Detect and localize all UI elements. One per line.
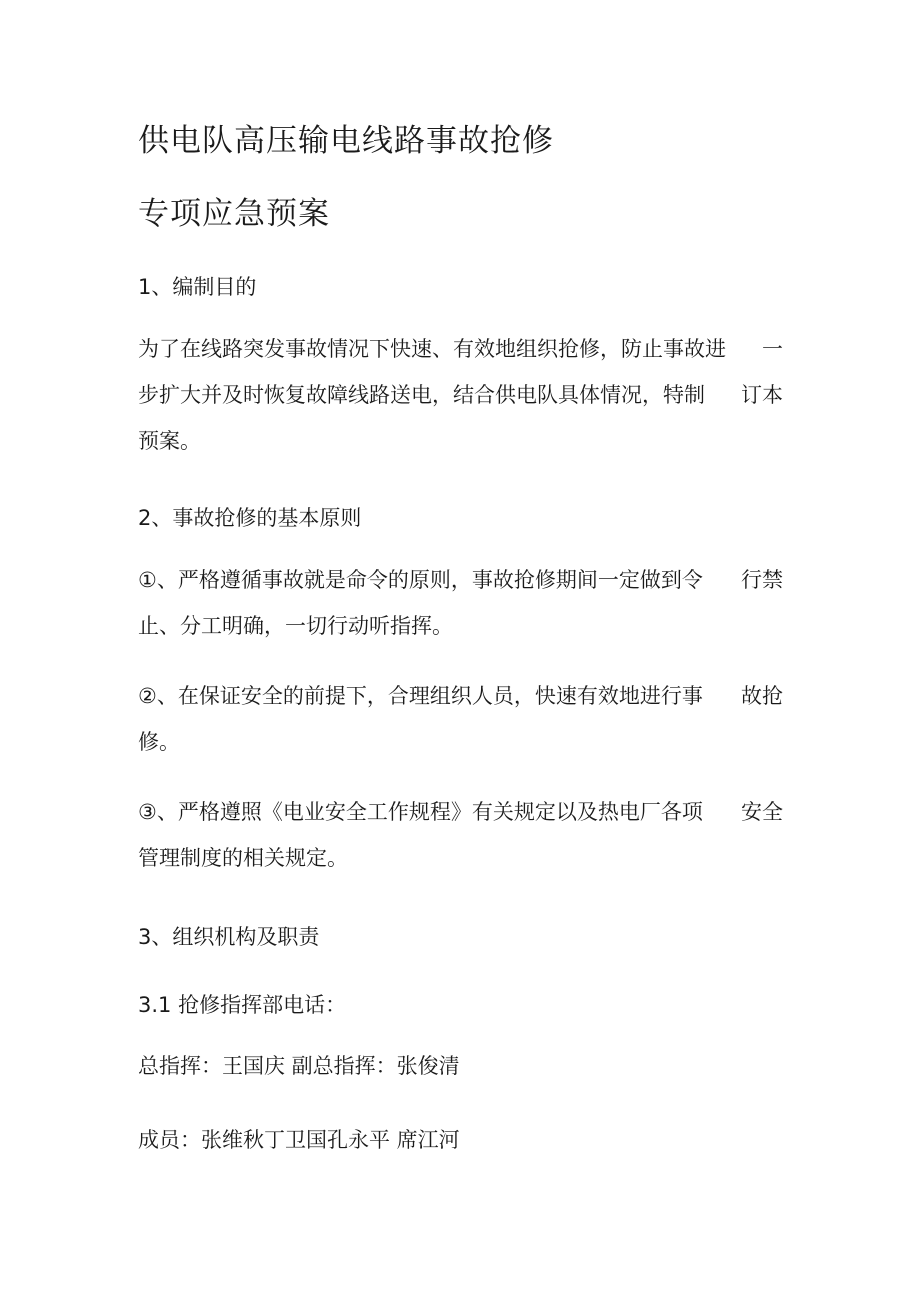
text-segment: 行禁 (741, 568, 783, 592)
section-3-1-heading: 3.1 抢修指挥部电话： (138, 993, 347, 1017)
text-segment: ②、在保证安全的前提下，合理组织人员，快速有效地进行事 (138, 684, 703, 708)
section-2-heading: 2、事故抢修的基本原则 (138, 506, 362, 530)
text-segment: 安全 (741, 800, 783, 824)
text-segment: 步扩大并及时恢复故障线路送电，结合供电队具体情况，特制 (138, 383, 705, 407)
principle-3-line2: 管理制度的相关规定。 (138, 846, 348, 870)
commander-line: 总指挥：王国庆 副总指挥：张俊清 (138, 1054, 460, 1078)
text-segment: ③、严格遵照《电业安全工作规程》有关规定以及热电厂各项 (138, 800, 703, 824)
section-1-paragraph-line1 (138, 339, 783, 360)
document-title-line1: 供电队高压输电线路事故抢修 (138, 123, 554, 159)
text-segment: ①、严格遵循事故就是命令的原则，事故抢修期间一定做到令 (138, 568, 703, 592)
principle-2-line2: 修。 (138, 730, 180, 754)
text-segment: 一 (762, 337, 783, 361)
principle-1-line2: 止、分工明确，一切行动听指挥。 (138, 614, 453, 638)
text-segment: 故抢 (741, 684, 783, 708)
section-1-paragraph-line2 (138, 385, 783, 406)
section-3-heading: 3、组织机构及职责 (138, 925, 320, 949)
text-segment: 为了在线路突发事故情况下快速、有效地组织抢修，防止事故进 (138, 337, 726, 361)
principle-2-line1 (138, 686, 783, 707)
principle-3-line1 (138, 802, 783, 823)
principle-1-line1 (138, 570, 783, 591)
text-segment: 订本 (741, 383, 783, 407)
section-1-paragraph-line3: 预案。 (138, 429, 201, 453)
members-line: 成员：张维秋丁卫国孔永平 席江河 (138, 1128, 460, 1152)
section-1-heading: 1、编制目的 (138, 275, 257, 299)
document-title-line2: 专项应急预案 (138, 196, 330, 232)
